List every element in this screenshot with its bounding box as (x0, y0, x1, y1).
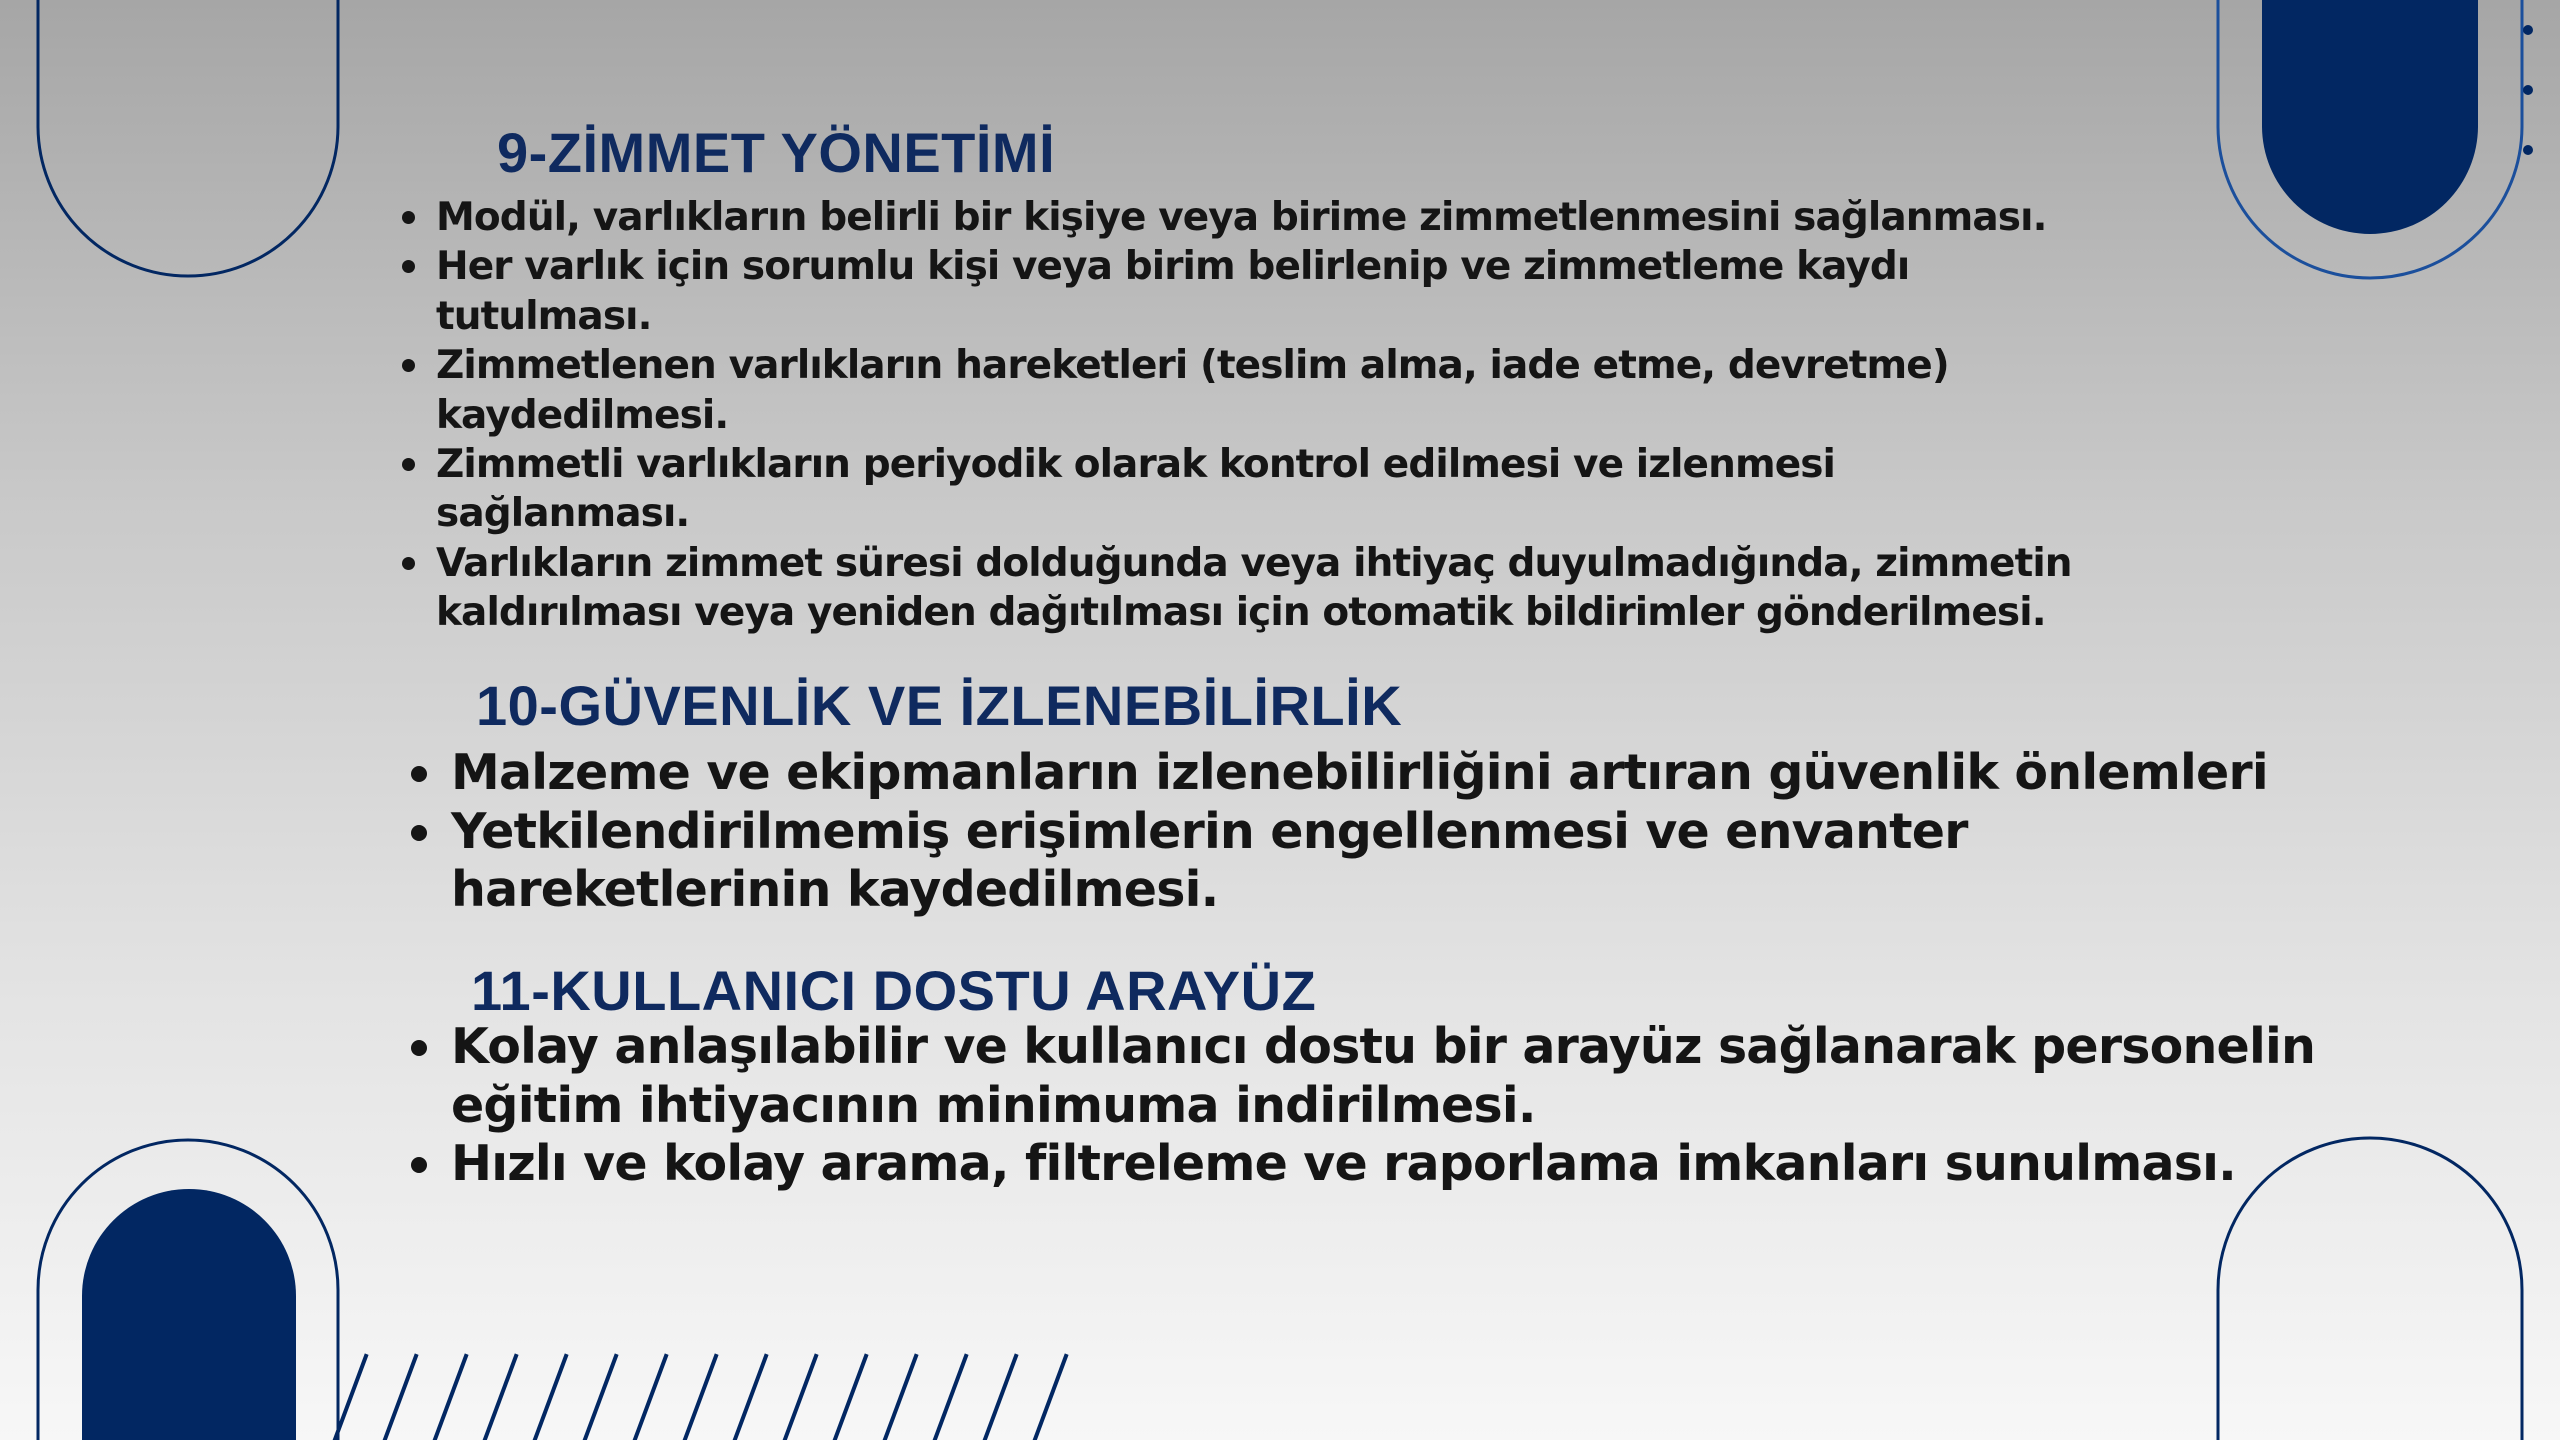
zimmet-yonetimi-list (436, 193, 2136, 638)
section-heading-kullanici-dostu-arayuz: 11-KULLANICI DOSTU ARAYÜZ (471, 959, 1317, 1022)
list-item: Her varlık için sorumlu kişi veya birim belirlenip ve zimmetleme kaydı tutulması. (436, 242, 1936, 341)
section-heading-guvenlik-izlenebilirlik: 10-GÜVENLİK VE İZLENEBİLİRLİK (476, 674, 1403, 737)
kullanici-dostu-arayuz-list (451, 1018, 2401, 1194)
guvenlik-izlenebilirlik-list (451, 744, 2301, 920)
list-item: Hızlı ve kolay arama, filtreleme ve raporlama imkanları sunulması. (451, 1135, 2401, 1194)
list-item: Zimmetli varlıkların periyodik olarak kontrol edilmesi ve izlenmesi sağlanması. (436, 440, 1916, 539)
list-item: Malzeme ve ekipmanların izlenebilirliğini artıran güvenlik önlemleri (451, 744, 2301, 803)
list-item: Varlıkların zimmet süresi dolduğunda veya ihtiyaç duyulmadığında, zimmetin kaldırılması veya yeniden dağıtılması için otomatik bildirimler gönderilmesi. (436, 539, 2096, 638)
list-item: Kolay anlaşılabilir ve kullanıcı dostu bir arayüz sağlanarak personelin eğitim ihtiyacının minimuma indirilmesi. (451, 1018, 2401, 1135)
list-item: Zimmetlenen varlıkların hareketleri (teslim alma, iade etme, devretme) kaydedilmesi. (436, 341, 1966, 440)
section-heading-zimmet-yonetimi: 9-ZİMMET YÖNETİMİ (497, 121, 1056, 184)
list-item: Modül, varlıkların belirli bir kişiye veya birime zimmetlenmesini sağlanması. (436, 193, 2136, 242)
list-item: Yetkilendirilmemiş erişimlerin engellenmesi ve envanter hareketlerinin kaydedilmesi. (451, 803, 2271, 920)
